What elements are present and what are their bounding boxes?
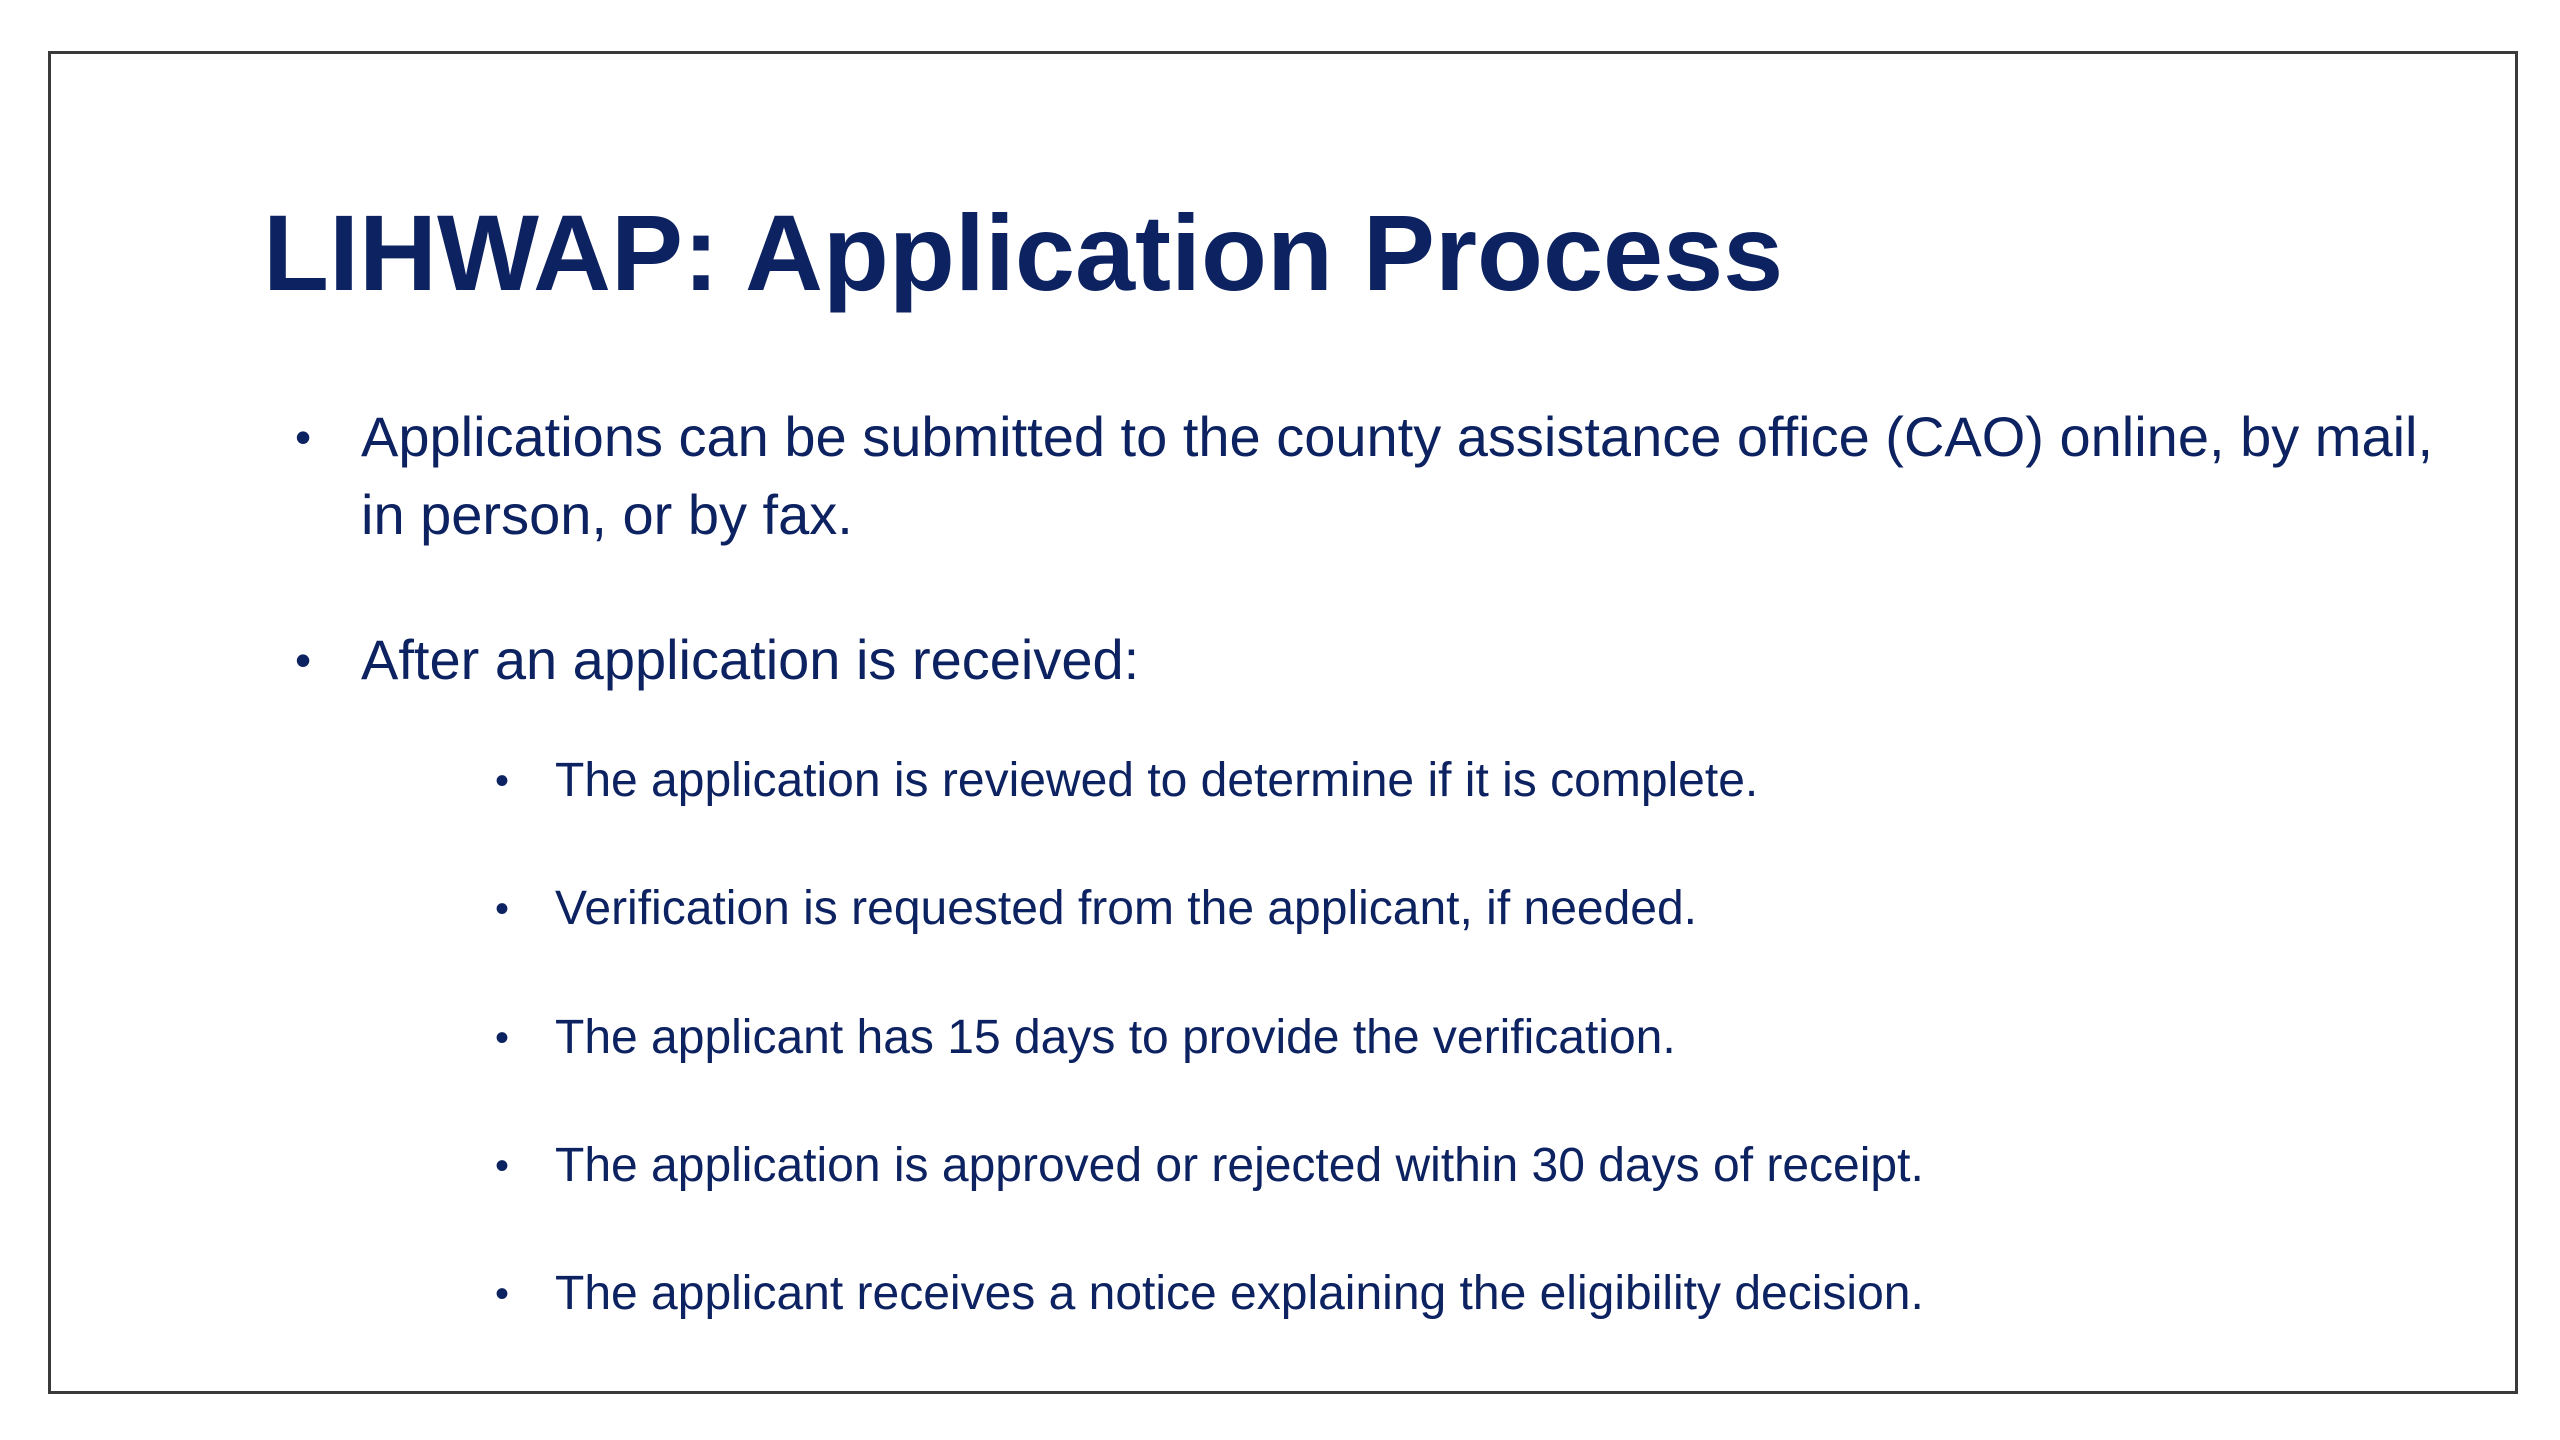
sub-bullet-verification <box>495 877 2405 941</box>
sub-bullet-text: The application is approved or rejected within 30 days of receipt. <box>555 1139 1924 1192</box>
bullet-dot-icon: • <box>495 1016 510 1060</box>
sub-bullet-text: The application is reviewed to determine if it is complete. <box>555 754 1759 807</box>
slide-title: LIHWAP: Application Process <box>263 192 1784 313</box>
bullet-dot-icon: • <box>495 1144 510 1188</box>
sub-bullet-deadline <box>495 1006 2405 1070</box>
bullet-text: After an application is received: <box>361 628 1140 691</box>
sub-bullet-review <box>495 749 2405 813</box>
sub-bullet-decision <box>495 1134 2405 1198</box>
bullet-dot-icon: • <box>295 634 312 686</box>
bullet-text: Applications can be submitted to the county assistance office (CAO) online, by mail, in person, or by fax. <box>361 405 2434 546</box>
bullet-after-received <box>295 621 2441 699</box>
bullet-dot-icon: • <box>495 1272 510 1316</box>
sub-bullet-notice <box>495 1262 2405 1326</box>
sub-bullet-text: Verification is requested from the applicant, if needed. <box>555 882 1698 935</box>
bullet-dot-icon: • <box>295 411 312 463</box>
bullet-dot-icon: • <box>495 759 510 803</box>
slide-frame <box>48 51 2518 1394</box>
sub-bullet-text: The applicant has 15 days to provide the verification. <box>555 1011 1676 1064</box>
bullet-dot-icon: • <box>495 887 510 931</box>
sub-bullet-text: The applicant receives a notice explaining the eligibility decision. <box>555 1267 1924 1320</box>
bullet-submission-methods <box>295 398 2441 554</box>
